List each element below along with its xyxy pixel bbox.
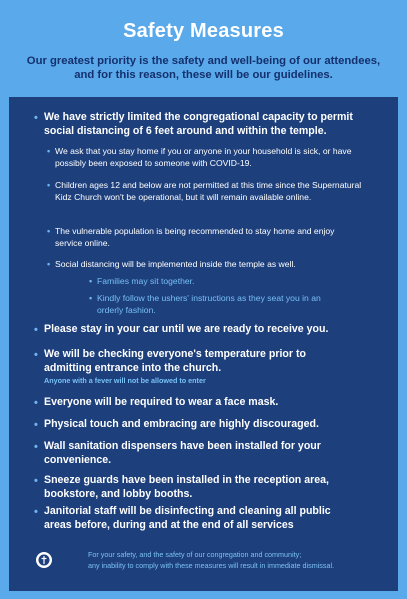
guideline-vulnerable: The vulnerable population is being recommended to stay home and enjoy service online. [55,226,335,248]
bullet-icon: • [34,324,38,336]
bullet-icon: • [34,506,38,518]
header [0,0,407,96]
bullet-icon: • [47,226,51,236]
fever-note: Anyone with a fever will not be allowed to enter [44,376,206,385]
footer-disclaimer [88,549,388,571]
guideline-touch: Physical touch and embracing are highly discouraged. [44,418,319,430]
footer-line-2: any inability to comply with these measures will result in immediate dismissal. [88,561,335,570]
guideline-sanitation: Wall sanitation dispensers have been installed for your convenience. [44,440,321,466]
church-logo-icon [36,552,52,568]
bullet-icon: • [34,475,38,487]
bullet-icon: • [34,112,38,124]
bullet-icon: • [47,180,51,190]
guideline-sneeze-guards: Sneeze guards have been installed in the reception area, bookstore, and lobby booths. [44,474,329,500]
guideline-stay-home: We ask that you stay home if you or anyone in your household is sick, or have possibly been exposed to someone with COVID-19. [55,146,352,168]
page-subtitle: Our greatest priority is the safety and well-being of our attendees, and for this reason, these will be our guidelines. [26,55,381,81]
guideline-janitorial: Janitorial staff will be disinfecting and cleaning all public areas before, during and at the end of all services [44,505,331,531]
footer-line-1: For your safety, and the safety of our congregation and community; [88,550,302,559]
guideline-stay-in-car: Please stay in your car until we are ready to receive you. [44,323,329,335]
bullet-icon: • [89,293,93,303]
bullet-icon: • [34,349,38,361]
bullet-icon: • [89,276,93,286]
guideline-children: Children ages 12 and below are not permitted at this time since the Supernatural Kidz Church won't be operational, but it will remain available online. [55,180,362,202]
bullet-icon: • [34,397,38,409]
guideline-face-mask: Everyone will be required to wear a face mask. [44,396,279,408]
guideline-ushers: Kindly follow the ushers' instructions as they seat you in an orderly fashion. [97,293,321,315]
guideline-families: Families may sit together. [97,276,195,286]
guideline-distancing: Social distancing will be implemented inside the temple as well. [55,259,296,269]
guideline-temperature: We will be checking everyone's temperature prior to admitting entrance into the church. [44,348,306,374]
page-title: Safety Measures [123,20,284,42]
bullet-icon: • [47,146,51,156]
bullet-icon: • [34,419,38,431]
bullet-icon: • [34,441,38,453]
guideline-capacity: We have strictly limited the congregational capacity to permit social distancing of 6 feet around and within the temple. [44,111,353,137]
bullet-icon: • [47,259,51,269]
